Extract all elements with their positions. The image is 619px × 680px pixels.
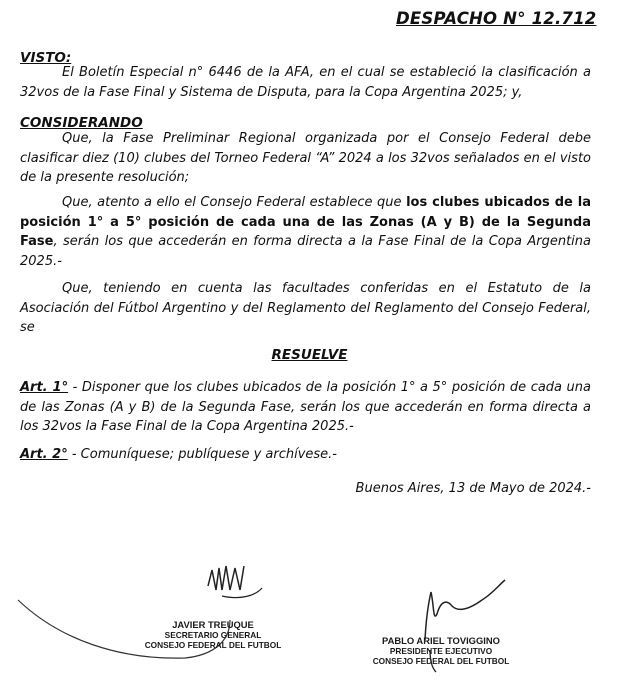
considerando-p2-bold: los clubes ubicados de la posición 1° a 5° posición de cada una de las Zonas (A y B) de la Segunda Fase bbox=[20, 195, 592, 250]
signature-right-role: PRESIDENTE EJECUTIVO bbox=[389, 646, 493, 657]
article-2-label: Art. 2° bbox=[20, 447, 68, 462]
signature-right-org: CONSEJO FEDERAL DEL FUTBOL bbox=[372, 656, 510, 667]
visto-text-content: El Boletín Especial n° 6446 de la AFA, en el cual se estableció la clasificación a 32vos de la Fase Final y Sistema de Disputa, para la Copa Argentina 2025; y, bbox=[20, 65, 591, 100]
date-line: Buenos Aires, 13 de Mayo de 2024.- bbox=[355, 481, 591, 496]
signature-right-name: PABLO ARIEL TOVIGGINO bbox=[382, 635, 500, 646]
considerando-p1-text: Que, la Fase Preliminar Regional organizada por el Consejo Federal debe clasificar diez (10) clubes del Torneo Federal “A” 2024 a los 32vos señalados en el visto de la presente resolución; bbox=[20, 131, 591, 186]
signature-left bbox=[138, 620, 288, 651]
signature-left-role: SECRETARIO GENERAL bbox=[164, 630, 262, 641]
resuelve-heading: RESUELVE bbox=[271, 347, 348, 363]
article-1-text: - Disponer que los clubes ubicados de la posición 1° a 5° posición de cada una de las Zonas (A y B) de la Segunda Fase, serán los que accederán en forma directa a los 32vos la Fase Final de la Copa Argentina 2025.- bbox=[20, 380, 592, 435]
article-2-text: - Comuníquese; publíquese y archívese.- bbox=[67, 447, 337, 462]
considerando-heading: CONSIDERANDO bbox=[20, 115, 143, 131]
visto-heading: VISTO: bbox=[20, 50, 72, 66]
article-1-label: Art. 1° bbox=[20, 380, 69, 395]
document-title: DESPACHO N° 12.712 bbox=[396, 9, 597, 28]
considerando-p3-text: Que, teniendo en cuenta las facultades conferidas en el Estatuto de la Asociación del Fútbol Argentino y del Reglamento del Reglamento del Consejo Federal, se bbox=[20, 281, 591, 336]
considerando-p2-end: , serán los que accederán en forma directa a la Fase Final de la Copa Argentina 2025.- bbox=[20, 234, 591, 269]
signature-left-name: JAVIER TREUQUE bbox=[172, 619, 254, 630]
considerando-p2-start: Que, atento a ello el Consejo Federal establece que bbox=[62, 195, 407, 210]
signature-right bbox=[366, 636, 516, 667]
signature-left-org: CONSEJO FEDERAL DEL FUTBOL bbox=[144, 640, 282, 651]
